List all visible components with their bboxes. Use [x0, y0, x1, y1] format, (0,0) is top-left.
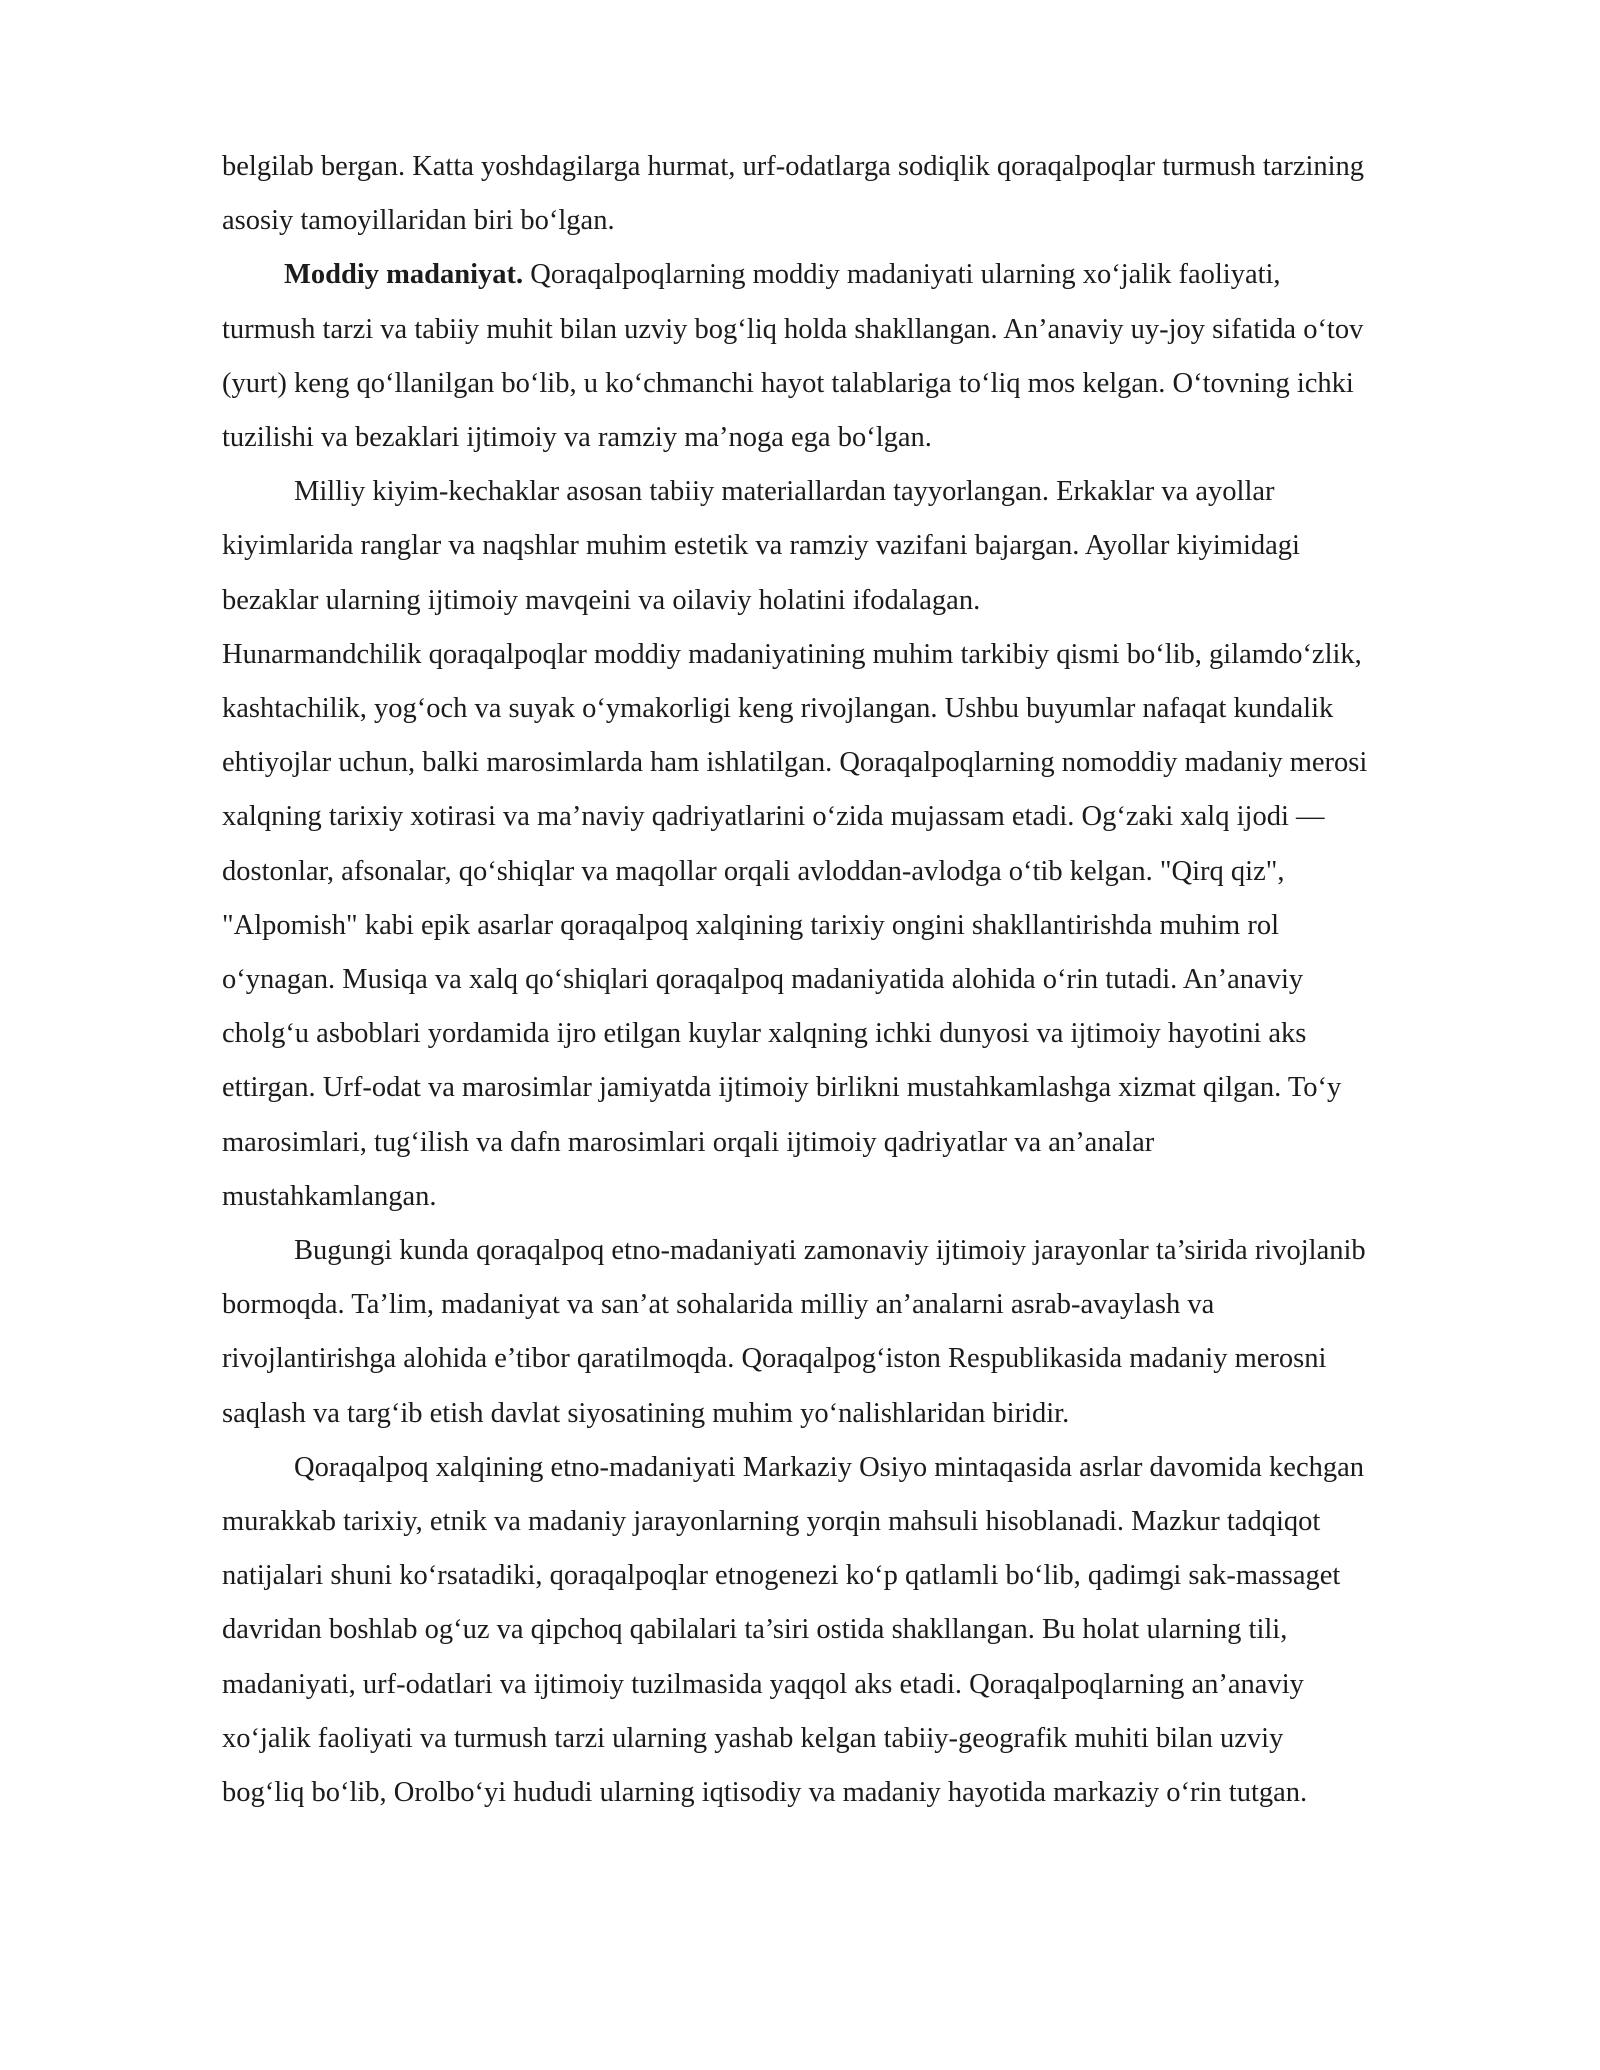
line: murakkab tarixiy, etnik va madaniy jarayonlarning yorqin mahsuli hisoblanadi. Mazkur tadqiqot — [222, 1506, 1321, 1538]
line: Qoraqalpoq xalqining etno-madaniyati Markaziy Osiyo mintaqasida asrlar davomida kechgan — [294, 1451, 1365, 1483]
line: bog‘liq bo‘lib, Orolbo‘yi hududi ularning iqtisodiy va madaniy hayotida markaziy o‘rin tutgan. — [222, 1777, 1308, 1809]
paragraph-hunarmandchilik — [222, 628, 1486, 1224]
line: tuzilishi va bezaklari ijtimoiy va ramziy ma’noga ega bo‘lgan. — [222, 422, 932, 454]
line: natijalari shuni ko‘rsatadiki, qoraqalpoqlar etnogenezi ko‘p qatlamli bo‘lib, qadimgi sak-massaget — [222, 1560, 1341, 1592]
line: Milliy kiyim-kechaklar asosan tabiiy materiallardan tayyorlangan. Erkaklar va ayollar — [294, 476, 1275, 508]
line: bezaklar ularning ijtimoiy mavqeini va oilaviy holatini ifodalagan. — [222, 584, 981, 616]
line: Qoraqalpoqlarning moddiy madaniyati ularning xo‘jalik faoliyati, — [523, 259, 1281, 291]
line: mustahkamlangan. — [222, 1180, 437, 1212]
paragraph-continuation — [222, 140, 1486, 248]
line: xalqning tarixiy xotirasi va ma’naviy qadriyatlarini o‘zida mujassam etadi. Og‘zaki xalq ijodi — — [222, 801, 1325, 833]
line: ettirgan. Urf-odat va marosimlar jamiyatda ijtimoiy birlikni mustahkamlashga xizmat qilgan. To‘y — [222, 1072, 1342, 1104]
section-heading-inline: Moddiy madaniyat. — [284, 259, 524, 291]
line: saqlash va targ‘ib etish davlat siyosatining muhim yo‘nalishlaridan biridir. — [222, 1397, 1070, 1429]
line: davridan boshlab og‘uz va qipchoq qabilalari ta’siri ostida shakllangan. Bu holat ularning tili, — [222, 1614, 1288, 1646]
line: turmush tarzi va tabiiy muhit bilan uzviy bog‘liq holda shakllangan. An’anaviy uy-joy sifatida o‘tov — [222, 313, 1364, 345]
line: kashtachilik, yog‘och va suyak o‘ymakorligi keng rivojlangan. Ushbu buyumlar nafaqat kundalik — [222, 693, 1334, 725]
document-body — [222, 140, 1486, 1820]
line: madaniyati, urf-odatlari va ijtimoiy tuzilmasida yaqqol aks etadi. Qoraqalpoqlarning an’anaviy — [222, 1668, 1304, 1700]
line: Hunarmandchilik qoraqalpoqlar moddiy madaniyatining muhim tarkibiy qismi bo‘lib, gilamdo‘zlik, — [222, 638, 1362, 670]
line: ehtiyojlar uchun, balki marosimlarda ham ishlatilgan. Qoraqalpoqlarning nomoddiy madaniy merosi — [222, 747, 1368, 779]
paragraph-xulosa — [222, 1441, 1486, 1820]
line: rivojlantirishga alohida e’tibor qaratilmoqda. Qoraqalpog‘iston Respublikasida madaniy merosni — [222, 1343, 1327, 1375]
line: o‘ynagan. Musiqa va xalq qo‘shiqlari qoraqalpoq madaniyatida alohida o‘rin tutadi. An’anaviy — [222, 964, 1304, 996]
line: "Alpomish" kabi epik asarlar qoraqalpoq xalqining tarixiy ongini shakllantirishda muhim rol — [222, 909, 1279, 941]
line: marosimlari, tug‘ilish va dafn marosimlari orqali ijtimoiy qadriyatlar va an’analar — [222, 1126, 1155, 1158]
paragraph-milliy-kiyim — [222, 465, 1486, 628]
line: cholg‘u asboblari yordamida ijro etilgan kuylar xalqning ichki dunyosi va ijtimoiy hayotini aks — [222, 1018, 1307, 1050]
line: xo‘jalik faoliyati va turmush tarzi ularning yashab kelgan tabiiy-geografik muhiti bilan uzviy — [222, 1722, 1284, 1754]
line: bormoqda. Ta’lim, madaniyat va san’at sohalarida milliy an’analarni asrab-avaylash va — [222, 1289, 1215, 1321]
line: kiyimlarida ranglar va naqshlar muhim estetik va ramziy vazifani bajargan. Ayollar kiyimidagi — [222, 530, 1300, 562]
line: dostonlar, afsonalar, qo‘shiqlar va maqollar orqali avloddan-avlodga o‘tib kelgan. "Qirq qiz", — [222, 855, 1285, 887]
line: Bugungi kunda qoraqalpoq etno-madaniyati zamonaviy ijtimoiy jarayonlar ta’sirida rivojlanib — [294, 1235, 1366, 1267]
line: belgilab bergan. Katta yoshdagilarga hurmat, urf-odatlarga sodiqlik qoraqalpoqlar turmush tarzining — [222, 151, 1365, 182]
line: (yurt) keng qo‘llanilgan bo‘lib, u ko‘chmanchi hayot talablariga to‘liq mos kelgan. O‘tovning ichki — [222, 367, 1354, 399]
line: asosiy tamoyillaridan biri bo‘lgan. — [222, 205, 615, 237]
paragraph-moddiy-madaniyat — [222, 248, 1486, 465]
paragraph-bugungi-kunda — [222, 1224, 1486, 1441]
